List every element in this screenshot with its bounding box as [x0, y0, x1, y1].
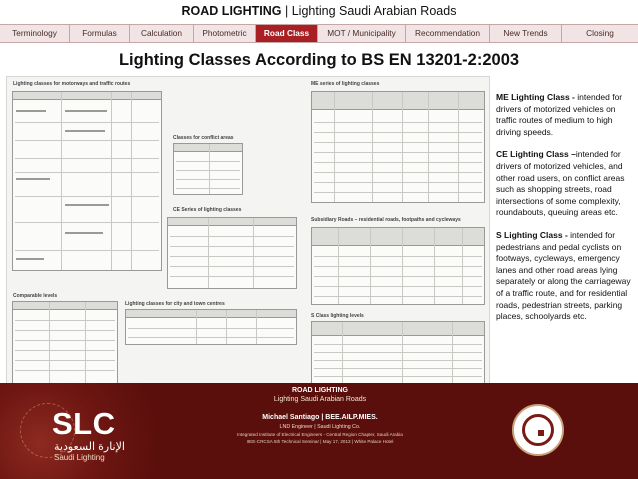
tab-formulas[interactable]: Formulas: [70, 25, 130, 42]
me-text: intended for drivers of motorized vehicles on traffic routes of medium to high driving speeds.: [496, 92, 623, 137]
tab-mot-municipality[interactable]: MOT / Municipality: [318, 25, 406, 42]
footer-presenter: Michael Santiago | BEE.AILP.MIES.: [262, 414, 378, 421]
tab-calculation[interactable]: Calculation: [130, 25, 194, 42]
s-text: intended for pedestrians and pedal cyclists on footways, cycleways, emergency lanes and other road areas lying separately or along the carriageway of a traffic route, and for residential roads, pedestrian streets, parking places, schoolyards etc.: [496, 229, 631, 322]
tab-terminology[interactable]: Terminology: [0, 25, 70, 42]
table-title-s-class: S Class lighting levels: [311, 313, 364, 319]
tab-road-class[interactable]: Road Class: [256, 25, 318, 42]
slc-logo-arabic: الإنارة السعودية: [54, 441, 125, 453]
tab-new-trends[interactable]: New Trends: [490, 25, 562, 42]
me-description: [496, 92, 636, 138]
nav-tabs: [0, 24, 638, 43]
table-title-comparable: Comparable levels: [13, 293, 58, 299]
table-city-classes: [125, 309, 297, 345]
table-conflict-classes: [173, 143, 243, 195]
table-motorway-classes: [12, 91, 162, 271]
title-main: ROAD LIGHTING: [181, 4, 282, 18]
table-subsidiary-roads: [311, 227, 485, 305]
slc-logo: SLC: [52, 406, 116, 441]
s-description: [496, 230, 636, 323]
ce-description: [496, 149, 636, 219]
tab-recommendation[interactable]: Recommendation: [406, 25, 490, 42]
title-separator: |: [281, 4, 292, 18]
table-title-ce: CE Series of lighting classes: [173, 207, 242, 213]
table-ce-classes: [167, 217, 297, 289]
table-title-me: ME series of lighting classes: [311, 81, 380, 87]
presentation-title: [0, 0, 638, 22]
ce-text: intended for drivers of motorized vehicles, and other road users, on conflict areas such as shopping streets, road intersections of some complexity, roundabouts, queuing areas etc.: [496, 149, 625, 218]
slc-logo-subtitle: Saudi Lighting: [54, 453, 105, 462]
footer-organization: Integrated Institute of Electrical Engineers - Central Region Chapter, Saudi Arabia: [237, 432, 403, 437]
ce-label: CE Lighting Class –: [496, 149, 576, 160]
footer-subtitle: Lighting Saudi Arabian Roads: [273, 396, 367, 403]
footer-affiliation: LND Engineer | Saudi Lighting Co.: [279, 424, 361, 430]
footer-event: IIEE-CRCSA 5th Technical Seminar | May 17, 2013 | White Palace Hotel: [246, 439, 394, 444]
table-me-classes: [311, 91, 485, 203]
class-descriptions: [496, 92, 636, 334]
table-comparable-levels: [12, 301, 118, 385]
footer-title: ROAD LIGHTING: [292, 387, 348, 394]
table-s-classes: [311, 321, 485, 385]
tab-closing[interactable]: Closing: [586, 28, 614, 38]
footer-credits: [180, 386, 460, 445]
table-title-motorways: Lighting classes for motorways and traffic routes: [13, 81, 131, 87]
title-sub: Lighting Saudi Arabian Roads: [291, 4, 457, 18]
institute-emblem-icon: [512, 404, 564, 456]
standard-tables-image: [6, 76, 490, 388]
table-title-conflict: Classes for conflict areas: [173, 135, 234, 141]
me-label: ME Lighting Class -: [496, 92, 575, 102]
tab-photometric[interactable]: Photometric: [194, 25, 256, 42]
s-label: S Lighting Class -: [496, 229, 568, 240]
table-title-subsidiary: Subsidiary Roads – residential roads, footpaths and cycleways: [311, 217, 461, 223]
slide-heading: Lighting Classes According to BS EN 13201-2:2003: [118, 51, 520, 69]
table-title-city: Lighting classes for city and town centres: [125, 301, 225, 307]
